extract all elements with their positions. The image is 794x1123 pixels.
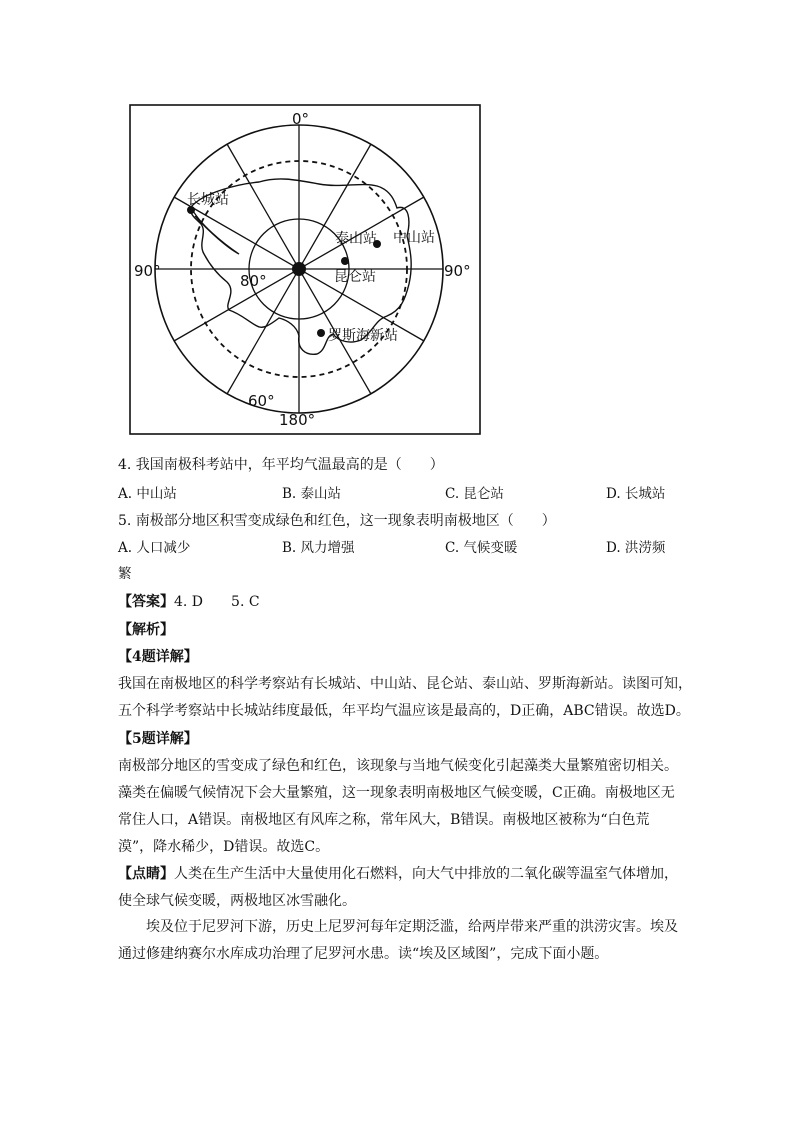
degree-label-80: 80° (240, 272, 267, 290)
q4-option-c: C. 昆仑站 (445, 486, 504, 502)
taishan-station-label: 泰山站 (335, 231, 377, 247)
detail-5-line-3: 常住人口，A错误。南极地区有风库之称，常年风大，B错误。南极地区被称为“白色荒 (118, 812, 650, 828)
question-5-stem: 5. 南极部分地区积雪变成绿色和红色，这一现象表明南极地区（ ） (118, 513, 556, 529)
degree-label-left: 90° (134, 262, 161, 280)
highlight-label: 【点睛】 (118, 866, 174, 882)
detail-5-line-4: 漠”，降水稀少，D错误。故选C。 (118, 839, 330, 855)
q5-option-d-wrap: 繁 (118, 566, 132, 582)
intro-line-2: 通过修建纳赛尔水库成功治理了尼罗河水患。读“埃及区域图”，完成下面小题。 (118, 946, 609, 962)
taishan-station-marker (341, 257, 349, 265)
antarctica-map (129, 104, 481, 435)
detail-4-line-2: 五个科学考察站中长城站纬度最低，年平均气温应该是最高的，D正确，ABC错误。故选D。 (118, 703, 690, 719)
question-4-stem: 4. 我国南极科考站中，年平均气温最高的是（ ） (118, 457, 444, 473)
degree-label-right: 90° (444, 262, 471, 280)
detail-5-line-2: 藻类在偏暖气候情况下会大量繁殖，这一现象表明南极地区气候变暖，C正确。南极地区无 (118, 785, 675, 801)
q5-option-a: A. 人口减少 (118, 540, 191, 556)
degree-label-60: 60° (248, 392, 275, 410)
analysis-label: 【解析】 (118, 622, 174, 638)
detail-5-line-1: 南极部分地区的雪变成了绿色和红色，该现象与当地气候变化引起藻类大量繁殖密切相关。 (118, 758, 678, 774)
highlight-text-1: 人类在生产生活中大量使用化石燃料，向大气中排放的二氧化碳等温室气体增加， (174, 866, 678, 882)
highlight-line-2: 使全球气候变暖，两极地区冰雪融化。 (118, 893, 356, 909)
south-pole-marker (292, 262, 306, 276)
detail-4-line-1: 我国在南极地区的科学考察站有长城站、中山站、昆仑站、泰山站、罗斯海新站。读图可知， (118, 676, 692, 692)
q4-option-b: B. 泰山站 (282, 486, 342, 502)
detail-5-label: 【5题详解】 (118, 731, 198, 747)
degree-label-top: 0° (292, 110, 310, 128)
luosihai-station-marker (317, 329, 325, 337)
q5-option-b: B. 风力增强 (282, 540, 355, 556)
answer-label: 【答案】 (118, 594, 174, 610)
q5-option-d: D. 洪涝频 (606, 540, 666, 556)
zhongshan-station-label: 中山站 (393, 230, 435, 246)
q4-option-a: A. 中山站 (118, 486, 177, 502)
q4-option-d: D. 长城站 (606, 486, 666, 502)
luosihai-station-label: 罗斯海新站 (328, 328, 398, 344)
antarctica-map-figure (129, 104, 481, 435)
degree-label-bottom: 180° (279, 411, 316, 429)
changcheng-station-label: 长城站 (187, 192, 229, 208)
q5-option-c: C. 气候变暖 (445, 540, 518, 556)
answer-text: 4. D 5. C (174, 594, 260, 610)
intro-line-1: 埃及位于尼罗河下游，历史上尼罗河每年定期泛滥，给两岸带来严重的洪涝灾害。埃及 (146, 919, 678, 935)
highlight-line-1 (118, 864, 678, 884)
kunlun-station-label: 昆仑站 (334, 269, 376, 285)
answer-line (118, 592, 678, 612)
detail-4-label: 【4题详解】 (118, 649, 198, 665)
